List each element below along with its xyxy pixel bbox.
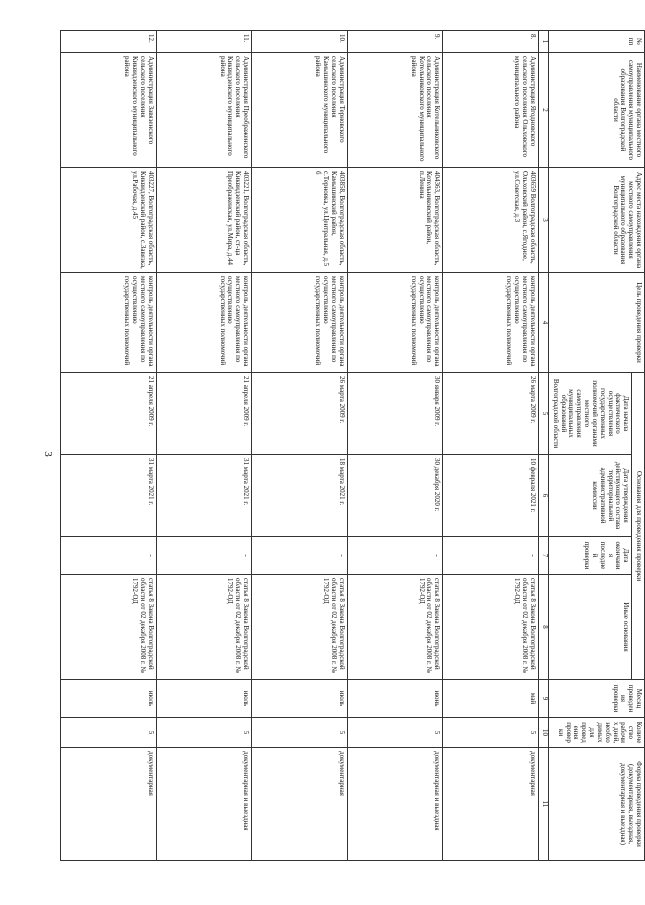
header-approval-date: Дата утверждения действующего состава территориальной административной комиссии (548, 455, 631, 537)
table-row (156, 31, 252, 861)
row-no: 12. (61, 31, 157, 53)
row-last-check: - (347, 537, 443, 575)
row-start-date: 26 марта 2009 г. (443, 373, 539, 455)
row-no: 9. (347, 31, 443, 53)
table-row (443, 31, 539, 861)
row-approval-date: 31 марта 2021 г. (61, 455, 157, 537)
header-last-check-date: Дата окончания последней проверки (548, 537, 631, 575)
row-form: документарная (443, 748, 539, 861)
row-days: 5 (156, 718, 252, 748)
column-number: 8 (538, 575, 548, 680)
row-form: документарная и выездная (347, 748, 443, 861)
header-no: № пп (548, 31, 644, 53)
row-start-date: 26 марта 2009 г. (252, 373, 348, 455)
row-last-check: - (156, 537, 252, 575)
row-start-date: 30 января 2009 г. (347, 373, 443, 455)
row-approval-date: 18 марта 2021 г. (252, 455, 348, 537)
row-start-date: 21 апреля 2009 г. (156, 373, 252, 455)
row-name: Администрация Терновского сельского поселения Камышинского муниципального района (252, 53, 348, 168)
row-form: документарная (61, 748, 157, 861)
row-month: июнь (347, 680, 443, 718)
header-purpose: Цель проведения проверки (548, 273, 644, 373)
row-month: июль (156, 680, 252, 718)
row-days: 5 (347, 718, 443, 748)
header-other-grounds: Иные основания (548, 575, 631, 680)
inspection-plan-table (60, 30, 645, 861)
row-month: июль (61, 680, 157, 718)
column-number: 9 (538, 680, 548, 718)
row-no: 11. (156, 31, 252, 53)
row-address: 404363, Волгоградская область, Котельниковский район, п.Ленина (347, 168, 443, 273)
header-grounds: Основания для проведения проверки (632, 373, 645, 680)
column-number: 4 (538, 273, 548, 373)
row-start-date: 21 апреля 2009 г. (61, 373, 157, 455)
row-name: Администрация Ягодновского сельского поселения Ольховского муниципального района (443, 53, 539, 168)
row-address: 403659 Волгоградская область, Ольховский район, с.Ягодное, ул.Советская, д.3 (443, 168, 539, 273)
row-approval-date: 31 марта 2021 г. (156, 455, 252, 537)
row-no: 8. (443, 31, 539, 53)
row-name: Администрация Преображенского сельского поселения Киквидзенского муниципального района (156, 53, 252, 168)
column-number: 7 (538, 537, 548, 575)
row-days: 5 (443, 718, 539, 748)
row-address: 403221, Волгоградская область, Киквидзенский район, ст-ца Преображенская, ул.Мира, д.44 (156, 168, 252, 273)
header-form: Форма проведения проверки (документарная, выездная, документарная и выездная) (548, 748, 644, 861)
row-name: Администрация Котельниковского сельского поселения Котельниковского муниципального района (347, 53, 443, 168)
column-number: 1 (538, 31, 548, 53)
row-days: 5 (61, 718, 157, 748)
row-other-grounds: статья 8 Закона Волгоградской области от 02 декабря 2008 г. № 1792-ОД (347, 575, 443, 680)
row-last-check: - (443, 537, 539, 575)
row-month: май (443, 680, 539, 718)
column-number: 5 (538, 373, 548, 455)
row-form: документарная (252, 748, 348, 861)
row-approval-date: 10 февраля 2021 г. (443, 455, 539, 537)
column-number-row (538, 31, 548, 861)
column-number: 3 (538, 168, 548, 273)
row-approval-date: 30 декабря 2020 г. (347, 455, 443, 537)
row-last-check: - (252, 537, 348, 575)
row-last-check: - (61, 537, 157, 575)
header-row (632, 31, 645, 861)
row-purpose: контроль деятельности органа местного самоуправления по осуществлению государственных полномочий (443, 273, 539, 373)
page-number: 3 (41, 451, 54, 457)
row-purpose: контроль деятельности органа местного самоуправления по осуществлению государственных полномочий (61, 273, 157, 373)
column-number: 2 (538, 53, 548, 168)
row-name: Администрация Завязенского сельского поселения Киквидзенского муниципального района (61, 53, 157, 168)
column-number: 10 (538, 718, 548, 748)
row-other-grounds: статья 8 Закона Волгоградской области от 02 декабря 2008 г. № 1792-ОД (156, 575, 252, 680)
row-days: 5 (252, 718, 348, 748)
row-other-grounds: статья 8 Закона Волгоградской области от 02 декабря 2008 г. № 1792-ОД (61, 575, 157, 680)
row-other-grounds: статья 8 Закона Волгоградской области от 02 декабря 2008 г. № 1792-ОД (443, 575, 539, 680)
header-start-date: Дата начала фактического осуществления государственных полномочий органами местного самоуправления муниципальных образований Волгоградской области (548, 373, 631, 455)
header-address: Адрес места нахождения органа местного самоуправления муниципального образования Волгоградской области (548, 168, 644, 273)
row-no: 10. (252, 31, 348, 53)
table-row (252, 31, 348, 861)
row-other-grounds: статья 8 Закона Волгоградской области от 02 декабря 2008 г. № 1792-ОД (252, 575, 348, 680)
row-form: документарная и выездная (156, 748, 252, 861)
table-row (347, 31, 443, 861)
row-address: 403858, Волгоградская область, Камышинский район, с.Терновка, ул.Центральная, д.5 б (252, 168, 348, 273)
row-purpose: контроль деятельности органа местного самоуправления по осуществлению государственных полномочий (156, 273, 252, 373)
header-days: Количество рабочих дней, необходимых для проведения проверки (548, 718, 644, 748)
header-month: Месяц проведения проверки (548, 680, 644, 718)
inspection-plan-table-wrapper (55, 30, 645, 860)
row-purpose: контроль деятельности органа местного самоуправления по осуществлению государственных полномочий (347, 273, 443, 373)
row-month: июль (252, 680, 348, 718)
row-purpose: контроль деятельности органа местного самоуправления по осуществлению государственных полномочий (252, 273, 348, 373)
header-name: Наименование органа местного самоуправления муниципального образования Волгоградской области (548, 53, 644, 168)
column-number: 11 (538, 748, 548, 861)
row-address: 403227, Волгоградская область, Киквидзенский район, с.Завязка, ул.Рабочая, д.45 (61, 168, 157, 273)
table-row (61, 31, 157, 861)
column-number: 6 (538, 455, 548, 537)
